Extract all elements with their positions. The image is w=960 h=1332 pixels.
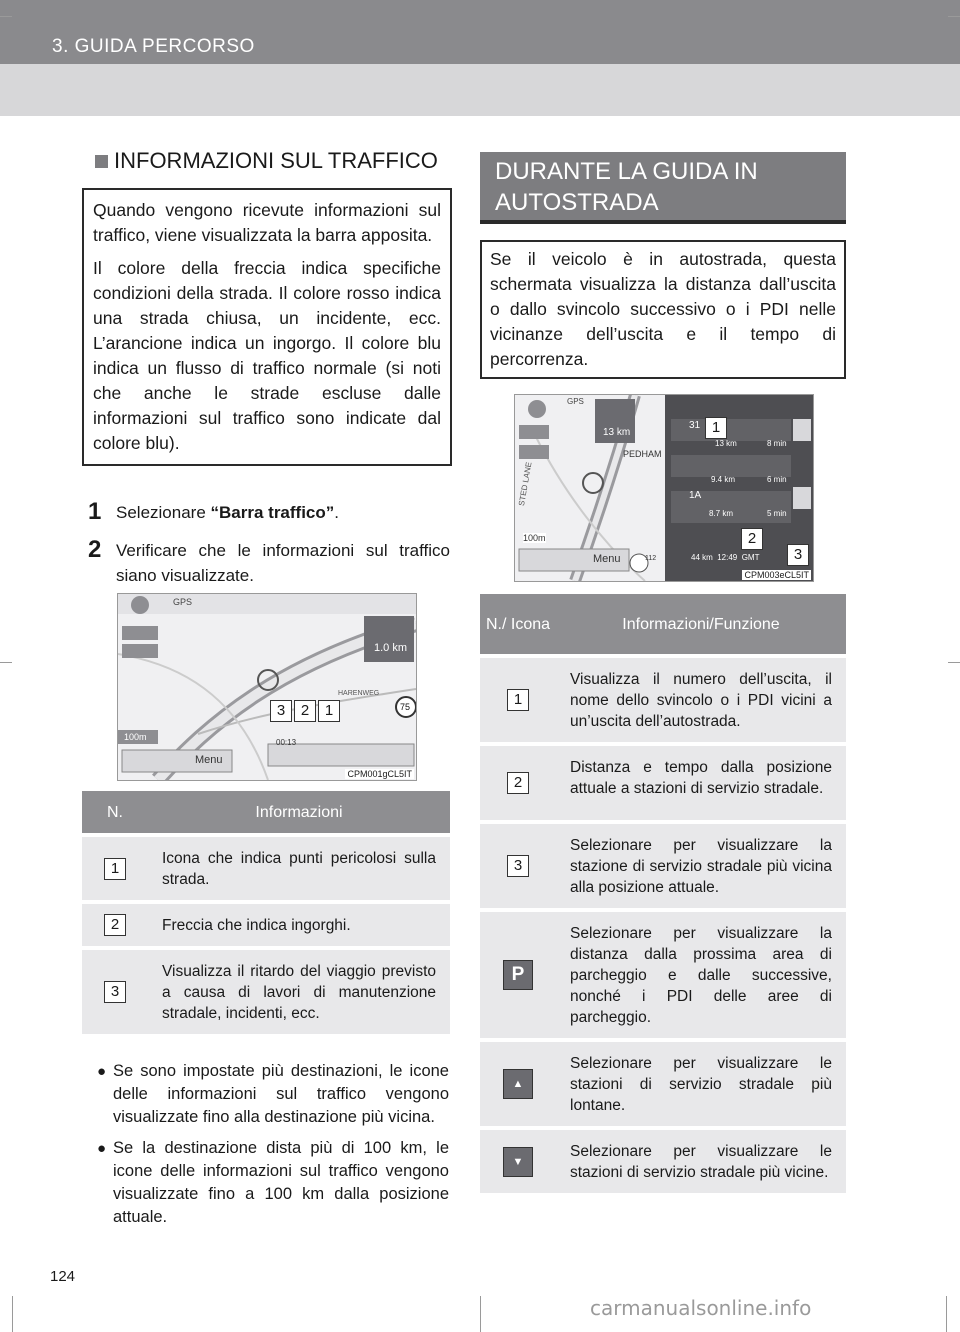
- street-label: HARENWEG: [338, 690, 380, 697]
- screen-code: CPM003eCL5IT: [744, 570, 809, 580]
- callout-2: 2: [294, 700, 316, 722]
- page-number: 124: [50, 1268, 76, 1285]
- row-text: Selezionare per visualizzare la stazione di servizio stradale più vicina alla posizione attuale.: [556, 822, 846, 910]
- row-text: Visualizza il ritardo del viaggio previsto a causa di lavori di manutenzione stradale, incidenti, ecc.: [148, 948, 450, 1036]
- status-bar: 44 km 12:49 GMT: [691, 553, 760, 562]
- header-band: [0, 64, 960, 116]
- scale-label: 100m: [124, 732, 147, 742]
- speed-label: 75: [400, 702, 411, 712]
- arrow-up-icon: ▲: [503, 1069, 533, 1099]
- crop-mark: [480, 1296, 481, 1332]
- bullet-icon: ●: [97, 1063, 107, 1080]
- table-row: [82, 902, 450, 948]
- highway-intro-box: Se il veicolo è in autostrada, questa schermata visualizza la distanza dall’uscita o dallo svincolo successivo o i PDI nelle vicinanze dell’uscita e il tempo di percorrenza.: [480, 240, 846, 379]
- list-item: [97, 1060, 449, 1129]
- highway-map-graphic: [515, 395, 813, 581]
- table-row: [480, 1128, 846, 1195]
- parking-icon: P: [503, 960, 533, 990]
- page-header: [0, 0, 960, 64]
- table-row: [480, 1040, 846, 1128]
- step-bold-label: “Barra traffico”: [210, 503, 335, 522]
- exit-distance: 8.7 km: [709, 509, 734, 518]
- row-icon-cell: [480, 1040, 556, 1128]
- row-number-cell: [480, 822, 556, 910]
- table-row: [480, 656, 846, 744]
- exit-time: 5 min: [767, 509, 787, 518]
- exit-label: 1A: [689, 490, 702, 501]
- row-number-cell: [480, 744, 556, 822]
- step-text-part: Selezionare: [116, 503, 211, 522]
- row-number-cell: [480, 656, 556, 744]
- crop-mark: [0, 16, 12, 17]
- distance-label: 1.0 km: [374, 642, 408, 654]
- gps-label: GPS: [173, 597, 193, 607]
- intro-paragraph: Quando vengono ricevute informazioni sul traffico, viene visualizzata la barra apposita.: [93, 200, 441, 245]
- row-text: Distanza e tempo dalla posizione attuale a stazioni di servizio stradale.: [556, 744, 846, 822]
- column-header: Informazioni/Funzione: [556, 594, 846, 656]
- callout-3: 3: [270, 700, 292, 722]
- row-text: Selezionare per visualizzare le stazioni di servizio stradale più lontane.: [556, 1040, 846, 1128]
- list-item: [97, 1137, 449, 1229]
- row-number-cell: [82, 948, 148, 1036]
- table-row: [480, 822, 846, 910]
- column-header: N./ Icona: [480, 594, 556, 656]
- watermark: carmanualsonline.info: [590, 1296, 812, 1320]
- traffic-screen: [117, 593, 417, 781]
- road-badge: 112: [645, 555, 657, 562]
- crop-mark: [12, 1296, 13, 1332]
- exit-label: 31: [689, 420, 701, 431]
- exit-distance: 13 km: [715, 439, 737, 448]
- section-banner: DURANTE LA GUIDA IN AUTOSTRADA: [480, 152, 846, 224]
- highway-screen: [514, 394, 814, 582]
- callout-3: 3: [787, 544, 809, 566]
- notes-list: [97, 1060, 449, 1237]
- crop-mark: [0, 662, 12, 663]
- exit-distance: 9.4 km: [711, 475, 736, 484]
- bullet-text: Se sono impostate più destinazioni, le icone delle informazioni sul traffico vengono visualizzate fino alla destinazione più vicina.: [113, 1062, 449, 1126]
- crop-mark: [948, 16, 960, 17]
- row-number: 1: [507, 689, 529, 711]
- row-number: 2: [104, 914, 126, 936]
- screen-code: CPM001gCL5IT: [347, 769, 412, 779]
- row-text: Selezionare per visualizzare la distanza dalla prossima area di parcheggio e dalle successive, nonché i PDI delle aree di parcheggio.: [556, 910, 846, 1040]
- table-row: [82, 948, 450, 1036]
- square-bullet-icon: [95, 155, 108, 168]
- row-number-cell: [82, 902, 148, 948]
- callout-2: 2: [741, 528, 763, 550]
- crop-mark: [946, 1296, 947, 1332]
- step-text: [116, 500, 339, 525]
- row-text: Visualizza il numero dell’uscita, il nome dello svincolo o i PDI vicini a un’uscita dell’autostrada.: [556, 656, 846, 744]
- traffic-info-table: [82, 791, 450, 1038]
- lane-label: STED LANE: [517, 461, 534, 507]
- row-text: Icona che indica punti pericolosi sulla strada.: [148, 835, 450, 902]
- bullet-text: Se la destinazione dista più di 100 km, le icone delle informazioni sul traffico vengono visualizzate fino a 100 km dalla posizione attuale.: [113, 1139, 449, 1226]
- scale-label: 100m: [523, 533, 546, 543]
- row-number: 1: [104, 858, 126, 880]
- row-text: Selezionare per visualizzare le stazioni di servizio stradale più vicine.: [556, 1128, 846, 1195]
- callout-1: 1: [318, 700, 340, 722]
- column-header: N.: [82, 791, 148, 835]
- distance-label: 13 km: [603, 427, 631, 438]
- step-text-end: .: [334, 503, 340, 522]
- row-number-cell: [82, 835, 148, 902]
- section-title: 3. GUIDA PERCORSO: [52, 36, 255, 57]
- step-1: [88, 500, 450, 525]
- row-text: Freccia che indica ingorghi.: [148, 902, 450, 948]
- step-number: 1: [88, 498, 102, 525]
- place-label: PEDHAM: [623, 449, 662, 459]
- step-text: Verificare che le informazioni sul traffico siano visualizzate.: [116, 541, 450, 585]
- step-number: 2: [88, 536, 102, 563]
- map-graphic: [118, 594, 416, 780]
- table-header-row: [82, 791, 450, 835]
- step-2: [88, 538, 450, 588]
- callout-1: 1: [705, 417, 727, 439]
- table-header-row: [480, 594, 846, 656]
- intro-paragraph: Il colore della freccia indica specifiche condizioni della strada. Il colore rosso indica una strada chiusa, un incidente, ecc. L’arancione indica un ingorgo. Il colore blu indica un flusso di traffico normale (si noti che anche le strade escluse dalle informazioni sul traffico sono indicate dal colore blu).: [93, 258, 441, 453]
- bullet-icon: ●: [97, 1140, 107, 1157]
- sub-heading: [95, 148, 438, 174]
- column-header: Informazioni: [148, 791, 450, 835]
- table-row: [480, 910, 846, 1040]
- row-number: 3: [104, 981, 126, 1003]
- row-number: 3: [507, 855, 529, 877]
- traffic-intro-box: [82, 188, 452, 466]
- time-label: 00:13: [276, 738, 297, 747]
- sub-heading-text: INFORMAZIONI SUL TRAFFICO: [114, 148, 438, 173]
- gps-label: GPS: [567, 397, 584, 406]
- exit-time: 8 min: [767, 439, 787, 448]
- table-row: [82, 835, 450, 902]
- row-icon-cell: [480, 1128, 556, 1195]
- row-number: 2: [507, 772, 529, 794]
- row-icon-cell: [480, 910, 556, 1040]
- menu-button: Menu: [195, 754, 223, 766]
- arrow-down-icon: ▼: [503, 1147, 533, 1177]
- exit-time: 6 min: [767, 475, 787, 484]
- menu-button: Menu: [593, 553, 621, 565]
- table-row: [480, 744, 846, 822]
- highway-info-table: [480, 594, 846, 1197]
- crop-mark: [948, 662, 960, 663]
